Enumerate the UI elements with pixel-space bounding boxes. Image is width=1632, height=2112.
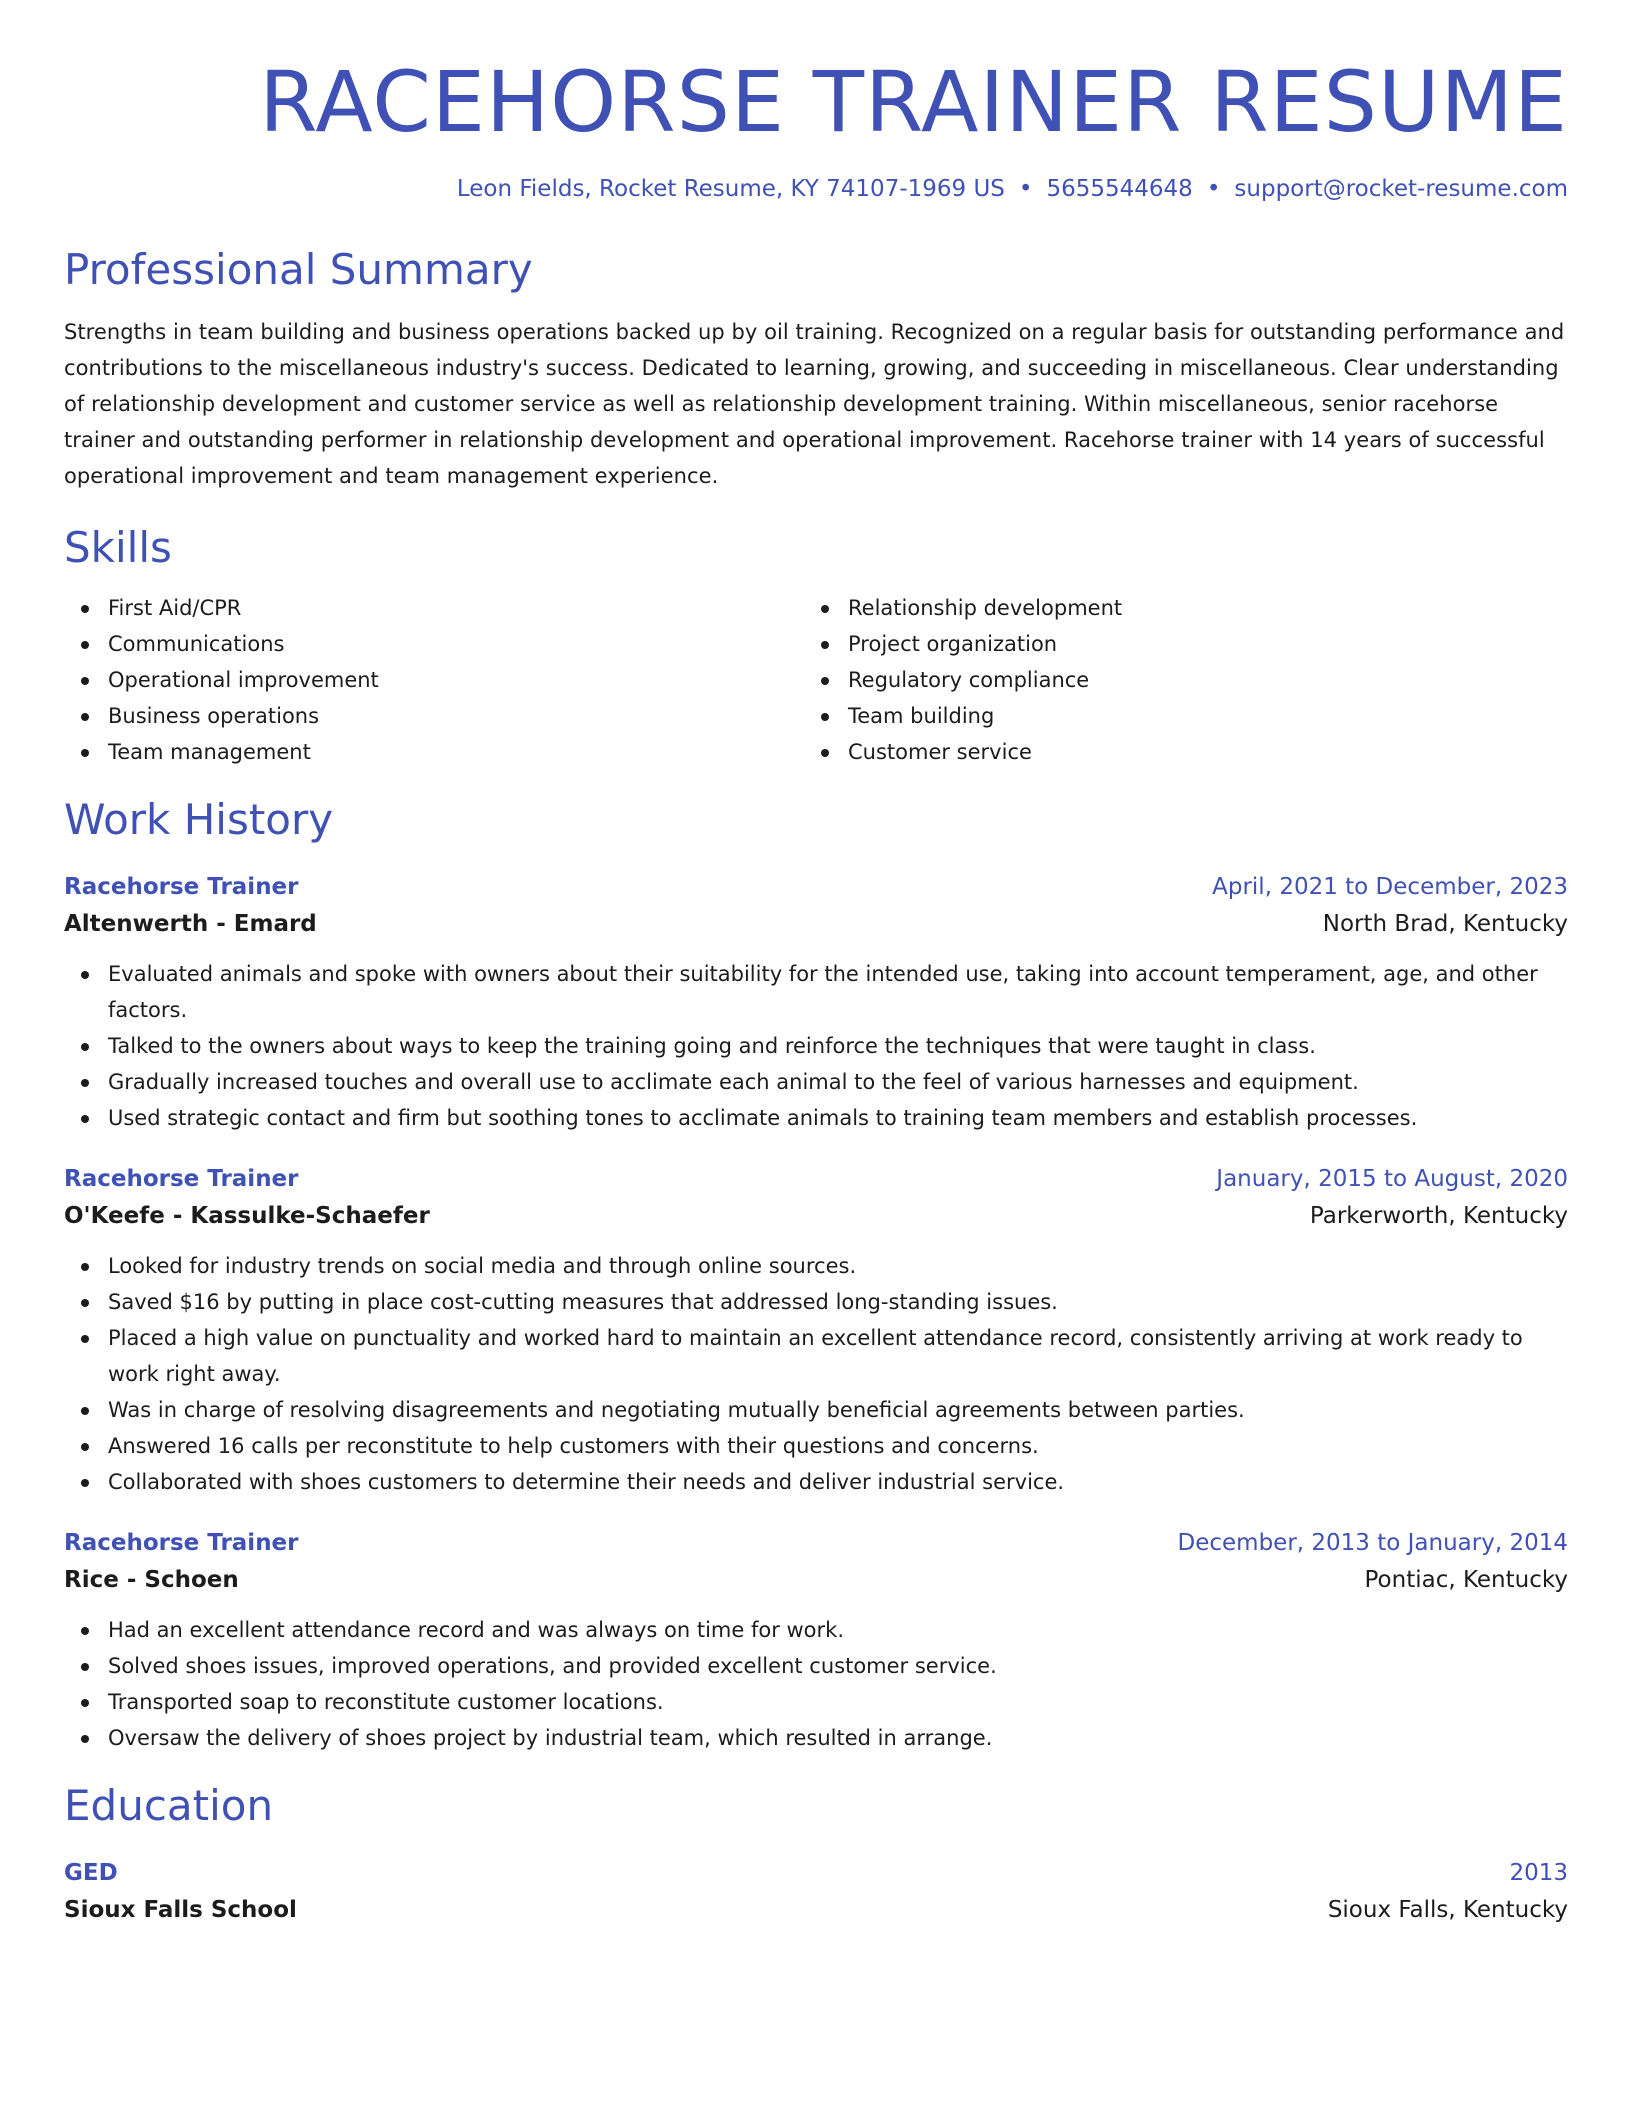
skills-heading: Skills bbox=[64, 523, 172, 572]
job-entry bbox=[64, 1526, 1568, 1756]
job-bullet: Saved $16 by putting in place cost-cutting measures that addressed long-standing issues. bbox=[64, 1284, 1568, 1320]
skill-item: Relationship development bbox=[804, 590, 1568, 626]
skill-item: Regulatory compliance bbox=[804, 662, 1568, 698]
work-history-list bbox=[64, 870, 1568, 1756]
contact-separator: • bbox=[1206, 176, 1221, 202]
skill-item: Operational improvement bbox=[64, 662, 804, 698]
resume-header bbox=[64, 0, 1568, 204]
job-role: Racehorse Trainer bbox=[64, 1530, 299, 1556]
skills-list bbox=[64, 590, 1568, 770]
job-bullet: Oversaw the delivery of shoes project by industrial team, which resulted in arrange. bbox=[64, 1720, 1568, 1756]
skill-item: Team management bbox=[64, 734, 804, 770]
skill-item: Customer service bbox=[804, 734, 1568, 770]
summary-heading: Professional Summary bbox=[64, 245, 533, 294]
job-dates: December, 2013 to January, 2014 bbox=[1177, 1530, 1568, 1556]
job-location: North Brad, Kentucky bbox=[1322, 911, 1568, 937]
job-entry bbox=[64, 1162, 1568, 1500]
job-bullet: Collaborated with shoes customers to determine their needs and deliver industrial service. bbox=[64, 1464, 1568, 1500]
education-entry bbox=[64, 1856, 1568, 1930]
job-entry bbox=[64, 870, 1568, 1136]
job-dates: January, 2015 to August, 2020 bbox=[1216, 1166, 1568, 1192]
contact-address: Leon Fields, Rocket Resume, KY 74107-1969 US bbox=[456, 176, 1005, 202]
job-bullet: Placed a high value on punctuality and worked hard to maintain an excellent attendance record, consistently arriving at work ready to work right away. bbox=[64, 1320, 1568, 1392]
job-company: Rice - Schoen bbox=[64, 1567, 239, 1593]
work-history-heading: Work History bbox=[64, 795, 334, 844]
contact-separator: • bbox=[1018, 176, 1033, 202]
education-school: Sioux Falls School bbox=[64, 1897, 297, 1923]
job-bullet: Transported soap to reconstitute customer locations. bbox=[64, 1684, 1568, 1720]
education-location: Sioux Falls, Kentucky bbox=[1327, 1897, 1568, 1923]
job-role: Racehorse Trainer bbox=[64, 874, 299, 900]
job-bullets bbox=[64, 1248, 1568, 1500]
skills-column-right bbox=[804, 590, 1568, 770]
job-location: Parkerworth, Kentucky bbox=[1309, 1203, 1568, 1229]
skill-item: Communications bbox=[64, 626, 804, 662]
job-bullet: Used strategic contact and firm but soothing tones to acclimate animals to training team members and establish processes. bbox=[64, 1100, 1568, 1136]
resume-title: RACEHORSE TRAINER RESUME bbox=[259, 53, 1568, 151]
job-company: Altenwerth - Emard bbox=[64, 911, 317, 937]
job-bullet: Was in charge of resolving disagreements and negotiating mutually beneficial agreements between parties. bbox=[64, 1392, 1568, 1428]
job-bullet: Talked to the owners about ways to keep the training going and reinforce the techniques that were taught in class. bbox=[64, 1028, 1568, 1064]
job-bullets bbox=[64, 1612, 1568, 1756]
job-role: Racehorse Trainer bbox=[64, 1166, 299, 1192]
skill-item: First Aid/CPR bbox=[64, 590, 804, 626]
skill-item: Team building bbox=[804, 698, 1568, 734]
skills-column-left bbox=[64, 590, 804, 770]
contact-email: support@rocket-resume.com bbox=[1234, 176, 1568, 202]
job-bullet: Looked for industry trends on social media and through online sources. bbox=[64, 1248, 1568, 1284]
job-dates: April, 2021 to December, 2023 bbox=[1212, 874, 1568, 900]
contact-line bbox=[64, 174, 1568, 204]
skill-item: Project organization bbox=[804, 626, 1568, 662]
skill-item: Business operations bbox=[64, 698, 804, 734]
job-company: O'Keefe - Kassulke-Schaefer bbox=[64, 1203, 430, 1229]
job-bullet: Answered 16 calls per reconstitute to help customers with their questions and concerns. bbox=[64, 1428, 1568, 1464]
education-heading: Education bbox=[64, 1781, 274, 1830]
contact-phone: 5655544648 bbox=[1046, 176, 1193, 202]
job-bullet: Gradually increased touches and overall use to acclimate each animal to the feel of various harnesses and equipment. bbox=[64, 1064, 1568, 1100]
summary-text: Strengths in team building and business operations backed up by oil training. Recognized on a regular basis for outstanding performance and contributions to the miscellaneous industry's success. Dedicated to learning, growing, and succeeding in miscellaneous. Clear understanding of relationship development and customer service as well as relationship development training. Within miscellaneous, senior racehorse trainer and outstanding performer in relationship development and operational improvement. Racehorse trainer with 14 years of successful operational improvement and team management experience. bbox=[64, 320, 1565, 488]
job-location: Pontiac, Kentucky bbox=[1364, 1567, 1568, 1593]
job-bullet: Evaluated animals and spoke with owners about their suitability for the intended use, taking into account temperament, age, and other factors. bbox=[64, 956, 1568, 1028]
education-year: 2013 bbox=[1509, 1860, 1568, 1886]
education-degree: GED bbox=[64, 1860, 118, 1886]
job-bullet: Had an excellent attendance record and was always on time for work. bbox=[64, 1612, 1568, 1648]
job-bullets bbox=[64, 956, 1568, 1136]
job-bullet: Solved shoes issues, improved operations, and provided excellent customer service. bbox=[64, 1648, 1568, 1684]
